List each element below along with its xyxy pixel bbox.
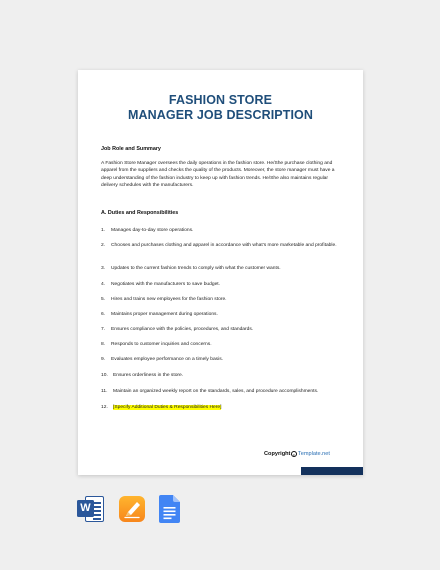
apple-pages-icon[interactable]	[119, 496, 145, 522]
duty-item	[101, 281, 343, 288]
duty-number: 4.	[101, 282, 106, 287]
footer-copyright	[264, 450, 330, 458]
duty-number: 11.	[101, 389, 108, 394]
word-letter-badge: W	[77, 500, 94, 517]
duty-text: Responds to customer inquiries and concerns.	[111, 342, 212, 347]
duty-text: Negotiates with the manufacturers to save budget.	[111, 282, 221, 287]
duty-item	[101, 227, 343, 234]
duty-number: 1.	[101, 228, 106, 233]
duty-item	[101, 341, 343, 348]
duty-text: Updates to the current fashion trends to comply with what the customer wants.	[111, 266, 281, 271]
copyright-label: Copyright	[264, 451, 291, 457]
duty-item	[101, 311, 343, 318]
duty-number: 8.	[101, 342, 106, 347]
duty-number: 10.	[101, 373, 108, 378]
duty-text: Manages day-to-day store operations.	[111, 228, 194, 233]
app-icons-row	[77, 495, 187, 525]
google-docs-icon[interactable]	[159, 495, 180, 523]
duty-text: Ensures orderliness in the store.	[113, 373, 184, 378]
footer-bar	[301, 467, 363, 475]
document-title-line-1: FASHION STORE	[168, 93, 273, 107]
duty-number: 5.	[101, 297, 106, 302]
document-page	[78, 70, 363, 475]
duty-item	[101, 296, 343, 303]
duty-text: Hires and trains new employees for the fashion store.	[111, 297, 227, 302]
duty-number: 3.	[101, 266, 106, 271]
duty-item	[101, 242, 343, 249]
duty-item	[101, 372, 343, 379]
duty-number: 2.	[101, 243, 106, 248]
duty-item	[101, 404, 343, 411]
duty-number: 9.	[101, 357, 106, 362]
duty-text: Chooses and purchases clothing and apparel in accordance with what’s more marketable and profitable.	[111, 243, 337, 248]
docs-sheet-glyph	[159, 495, 180, 523]
duty-number: 7.	[101, 327, 106, 332]
duty-text: Maintain an organized weekly report on the standards, sales, and procedure accomplishments.	[113, 389, 319, 394]
summary-heading: Job Role and Summary	[101, 146, 161, 152]
ms-word-icon[interactable]	[77, 495, 105, 523]
placeholder-highlight: [Specify Additional Duties & Responsibilities Here]	[113, 405, 222, 410]
template-net-link[interactable]: Template.net	[297, 451, 330, 457]
duty-text: Evaluates employee performance on a timely basis.	[111, 357, 223, 362]
pages-pen-glyph	[119, 496, 145, 522]
duty-text: Ensures compliance with the policies, procedures, and standards.	[111, 327, 254, 332]
copyright-icon: c	[292, 452, 295, 457]
duty-item	[101, 265, 343, 272]
duties-heading: A. Duties and Responsibilities	[101, 210, 179, 216]
duty-number: 6.	[101, 312, 106, 317]
duty-item	[101, 388, 343, 395]
duty-text: Maintains proper management during operations.	[111, 312, 218, 317]
summary-paragraph: A Fashion Store Manager oversees the daily operations in the fashion store. He/She purchase clothing and apparel from the suppliers and checks the quality of the products. Moreover, the store manager must have a deep understanding of the fashion industry to keep up with fashion trends. He/She also maintains regular delivery schedules with the manufacturers.	[101, 161, 335, 189]
duty-item	[101, 326, 343, 333]
document-title-line-2: MANAGER JOB DESCRIPTION	[128, 108, 313, 122]
duty-item	[101, 356, 343, 363]
duty-number: 12.	[101, 405, 108, 410]
